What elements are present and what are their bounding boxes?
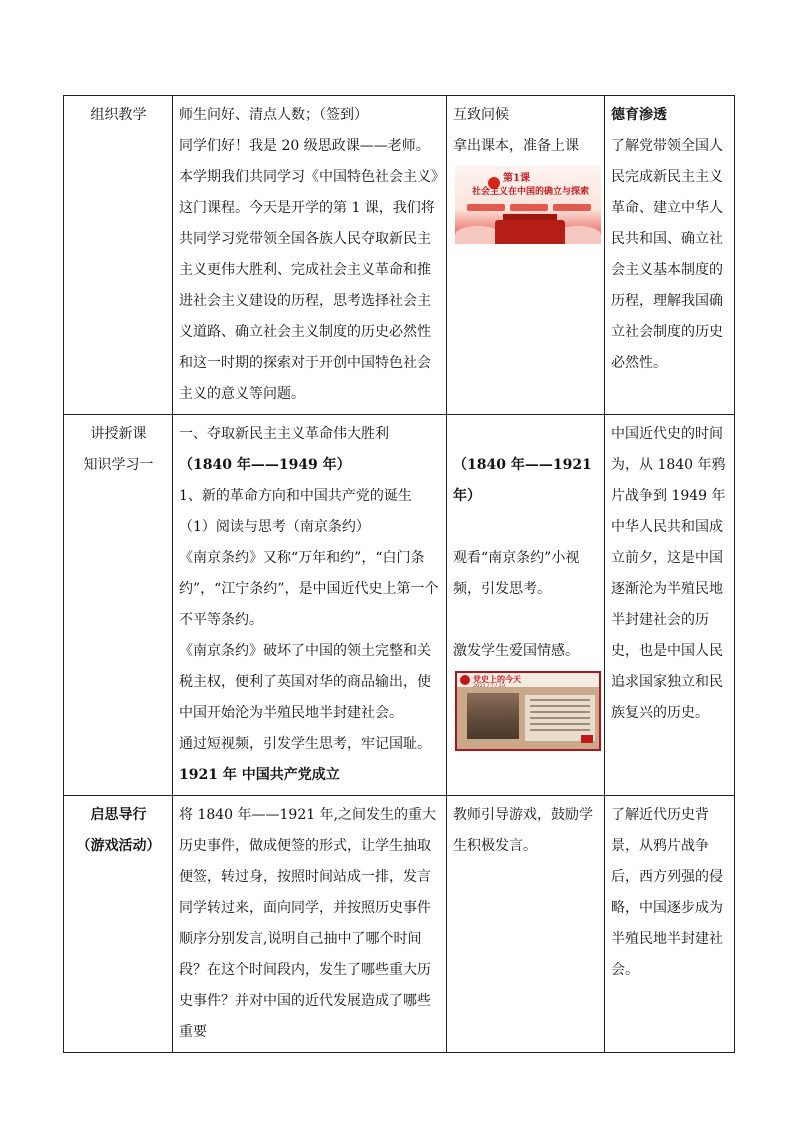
activity-line: 教师引导游戏，鼓励学生积极发言。 [453,807,593,854]
table-row [64,415,735,796]
activity-cell [447,796,605,1053]
goal-cell [605,796,735,1053]
activity-cell [447,415,605,796]
section-label: （游戏活动） [76,838,161,854]
section-label: 启思导行 [90,807,147,823]
section-label: 知识学习一 [83,457,154,473]
slide-tag [510,204,548,211]
content-paragraph: 《南京条约》又称“万年和约”，“白门条约”，“江宁条约”，是中国近代史上第一个不平等条约。 [179,550,439,628]
content-line: 一、夺取新民主主义革命伟大胜利 [179,426,389,442]
content-paragraph: 《南京条约》破坏了中国的领土完整和关税主权，便利了英国对华的商品输出，使中国开始沦为半殖民地半封建社会。 [179,643,431,721]
content-paragraph: 将 1840 年——1921 年,之间发生的重大历史事件，做成便签的形式，让学生抽取便签，转过身，按照时间站成一排，发言同学转过来，面向同学，并按照历史事件顺序分别发言,说明自己抽中了哪个时间段？在这个时间段内，发生了哪些重大历史事件？并对中国的近代发展造成了哪些重要 [179,807,437,1040]
content-cell [173,96,447,415]
activity-cell [447,96,605,415]
content-line: 1921 年 中国共产党成立 [179,767,340,783]
activity-line: 互致问候 [453,107,509,123]
lesson-plan-table [63,95,735,1053]
content-paragraph: 同学们好！我是 20 级思政课——老师。本学期我们共同学习《中国特色社会主义》这门课程。今天是开学的第 1 课，我们将共同学习党带领全国各族人民夺取新民主主义更伟大胜利、完成社会主义革命和推进社会主义建设的历程，思考选择社会主义道路、确立社会主义制度的历史必然性和这一时期的探索对于开创中国特色社会主义的意义等问题。 [179,138,438,402]
goal-cell [605,415,735,796]
content-line: 1、新的革命方向和中国共产党的诞生 [179,488,412,504]
slide-date: 2021 / 7 / 23 [473,683,505,689]
content-line: （1）阅读与思考（南京条约） [179,519,370,535]
slide-tag [553,204,591,211]
logo-icon [581,735,593,743]
history-slide-thumbnail [455,671,601,751]
slide-tag [467,204,505,211]
goal-text: 了解近代历史背景，从鸦片战争后，西方列强的侵略，中国逐步成为半殖民地半封建社会。 [611,807,723,978]
tiananmen-image [495,220,565,244]
slide-title: 党史上的今天 [473,674,521,684]
content-cell [173,415,447,796]
content-line: 通过短视频，引发学生思考，牢记国耻。 [179,736,431,752]
content-line: （1840 年——1949 年） [179,457,351,473]
activity-line: 激发学生爱国情感。 [453,643,579,659]
activity-line: （1840 年——1921 年） [453,457,592,504]
goal-text: 中国近代史的时间为，从 1840 年鸦片战争到 1949 年中华人民共和国成立前夕，这是中国逐渐沦为半殖民地半封建社会的历史，也是中国人民追求国家独立和民族复兴的历史。 [611,426,726,721]
section-cell [64,96,173,415]
goal-cell [605,96,735,415]
slide-lesson-number: 第1课 [503,173,530,184]
table-row [64,96,735,415]
slide-banner [457,673,599,687]
section-cell [64,415,173,796]
section-label: 讲授新课 [90,426,147,442]
table-row [64,796,735,1053]
goal-title: 德育渗透 [611,107,667,123]
content-line: 师生问好、清点人数；（签到） [179,107,368,123]
content-cell [173,796,447,1053]
historic-building-photo [467,693,519,739]
goal-text: 了解党带领全国人民完成新民主主义革命、建立中华人民共和国、确立社会主义基本制度的历程，理解我国确立社会制度的历史必然性。 [611,138,723,371]
slide-title: 社会主义在中国的确立与探索 [471,187,589,197]
activity-line: 观看“南京条约”小视频，引发思考。 [453,550,580,597]
section-cell [64,796,173,1053]
lesson-slide-thumbnail [455,166,601,244]
section-label: 组织教学 [90,107,147,123]
party-badge-icon [460,675,470,685]
activity-line: 拿出课本，准备上课 [453,138,579,154]
